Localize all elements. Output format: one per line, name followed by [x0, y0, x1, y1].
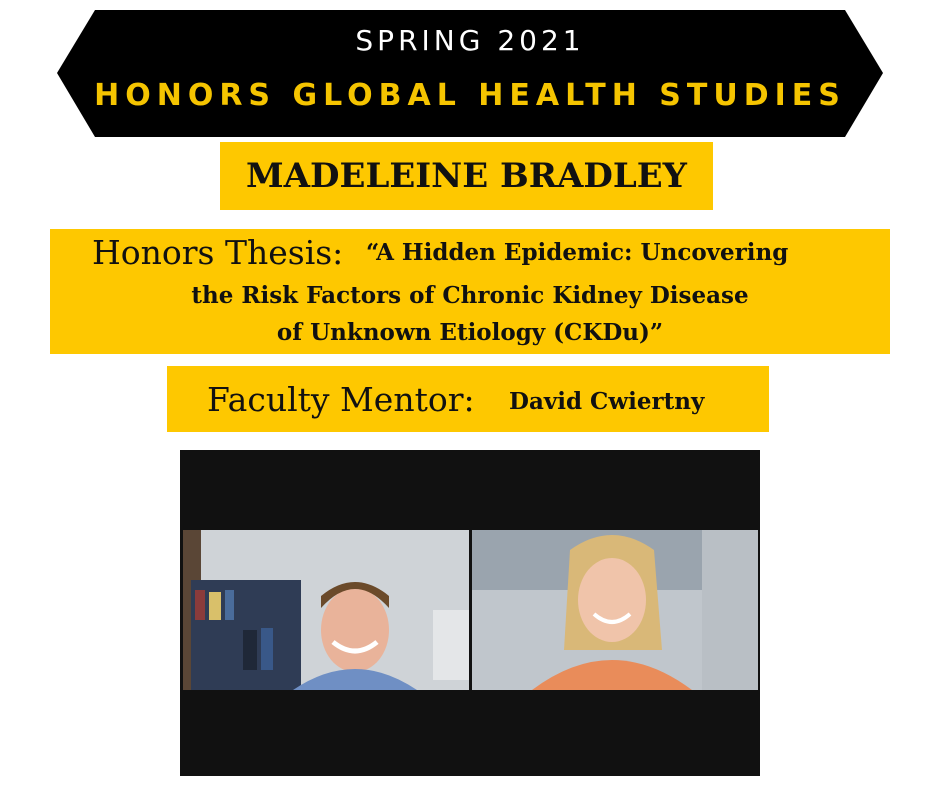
thesis-box — [50, 229, 890, 354]
student-video-image — [472, 530, 758, 690]
video-call-screenshot — [180, 450, 760, 776]
video-tile-student — [472, 530, 758, 690]
student-name-box — [220, 142, 713, 210]
mentor-name: David Cwiertny — [509, 388, 705, 415]
season-label: SPRING 2021 — [355, 24, 585, 57]
student-name: MADELEINE BRADLEY — [246, 156, 687, 196]
program-title: HONORS GLOBAL HEALTH STUDIES — [94, 78, 846, 113]
thesis-title-line1: “A Hidden Epidemic: Uncovering — [366, 239, 789, 266]
mentor-box — [167, 366, 769, 432]
mentor-label: Faculty Mentor: — [207, 380, 475, 419]
video-tile-mentor — [183, 530, 469, 690]
thesis-title-line2: the Risk Factors of Chronic Kidney Disease — [191, 282, 749, 309]
thesis-title-line3: of Unknown Etiology (CKDu)” — [276, 319, 664, 346]
thesis-label: Honors Thesis: — [92, 233, 344, 272]
mentor-video-image — [183, 530, 469, 690]
